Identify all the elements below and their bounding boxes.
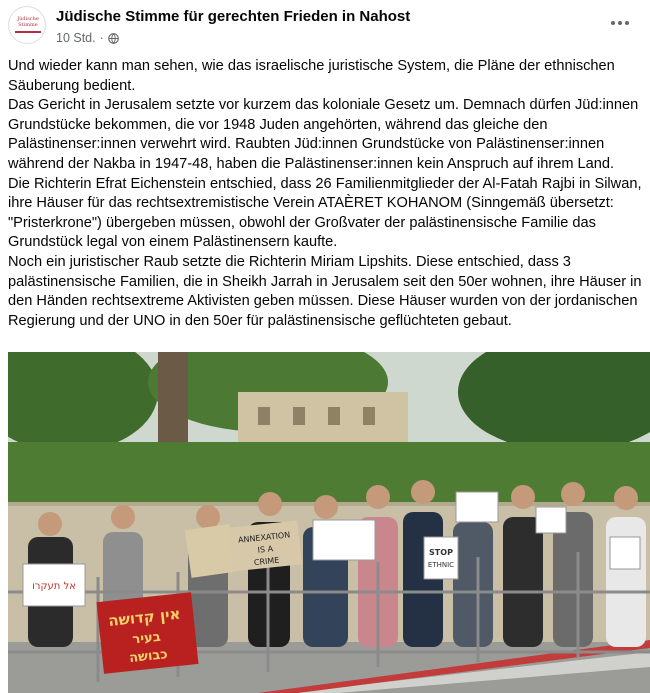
post-paragraph: Noch ein juristischer Raub setzte die Richterin Miriam Lipshits. Diese entschied, dass 3 palästinensische Familien, die in Sheikh Jarrah in Jerusalem seit den 50er wohnen, ihre Häuser in den Händen rechtsextreme Aktivisten geben müssen. Diese Häuser wurden von der jordanischen Regierung und der UNO in den 50er für palästinensische geflüchteten gebaut. [8, 253, 642, 329]
more-options-icon[interactable] [608, 12, 632, 34]
post-photo[interactable] [8, 352, 650, 693]
page-name-link[interactable]: Jüdische Stimme für gerechten Frieden in Nahost [56, 8, 411, 25]
sign-text-annexation: ANNEXATION [237, 530, 291, 545]
post-paragraph: Die Richterin Efrat Eichenstein entschied, dass 26 Familienmitglieder der Al-Fatah Rajbi in Silwan, ihre Häuser für das rechtsextremistische Verein ATAÈRET KOHANOM (Sinngemäß übersetzt: "Pristerkrone") übergeben müssen, obwohl der Großvater der palästinensische Familie das Grundstück legal von einem Palästinensern kaufte. [8, 175, 642, 251]
post-meta [56, 31, 119, 45]
post-paragraph: Das Gericht in Jerusalem setzte vor kurzem das koloniale Gesetz um. Demnach dürfen Jüd:innen Grundstücke bekommen, die vor 1948 Juden angehörten, während das gleiche den Palästinenser:innen verwehrt wird. Raubten Jüd:innen Grundstücke von Palästinenser:innen während der Nakba in 1947-48, haben die Palästinenser:innen kein Anspruch auf ihrem Land. [8, 97, 639, 172]
svg-text:ETHNIC: ETHNIC [427, 561, 455, 569]
post-timestamp[interactable]: 10 Std. [56, 31, 96, 45]
post-text [8, 57, 644, 331]
svg-text:IS A: IS A [257, 544, 274, 555]
avatar-logo-text: Jüdische Stimme [17, 16, 39, 28]
sign-text-stop: STOP [429, 548, 453, 557]
page-avatar[interactable] [8, 6, 46, 44]
svg-text:כבושה: כבושה [128, 647, 169, 667]
protest-photo-illustration [8, 352, 650, 693]
svg-text:בעיר: בעיר [131, 629, 162, 648]
sign-text-red: אין קדושה [107, 604, 182, 631]
svg-text:CRIME: CRIME [253, 555, 280, 568]
post-paragraph: Und wieder kann man sehen, wie das israelische juristische System, die Pläne der ethnischen Säuberung bedient. [8, 58, 615, 94]
sign-text-left: אל תעקרו [32, 581, 76, 592]
avatar-logo-line [15, 31, 41, 33]
globe-icon[interactable] [108, 33, 119, 44]
meta-separator: · [99, 31, 104, 45]
post-header [0, 0, 650, 52]
